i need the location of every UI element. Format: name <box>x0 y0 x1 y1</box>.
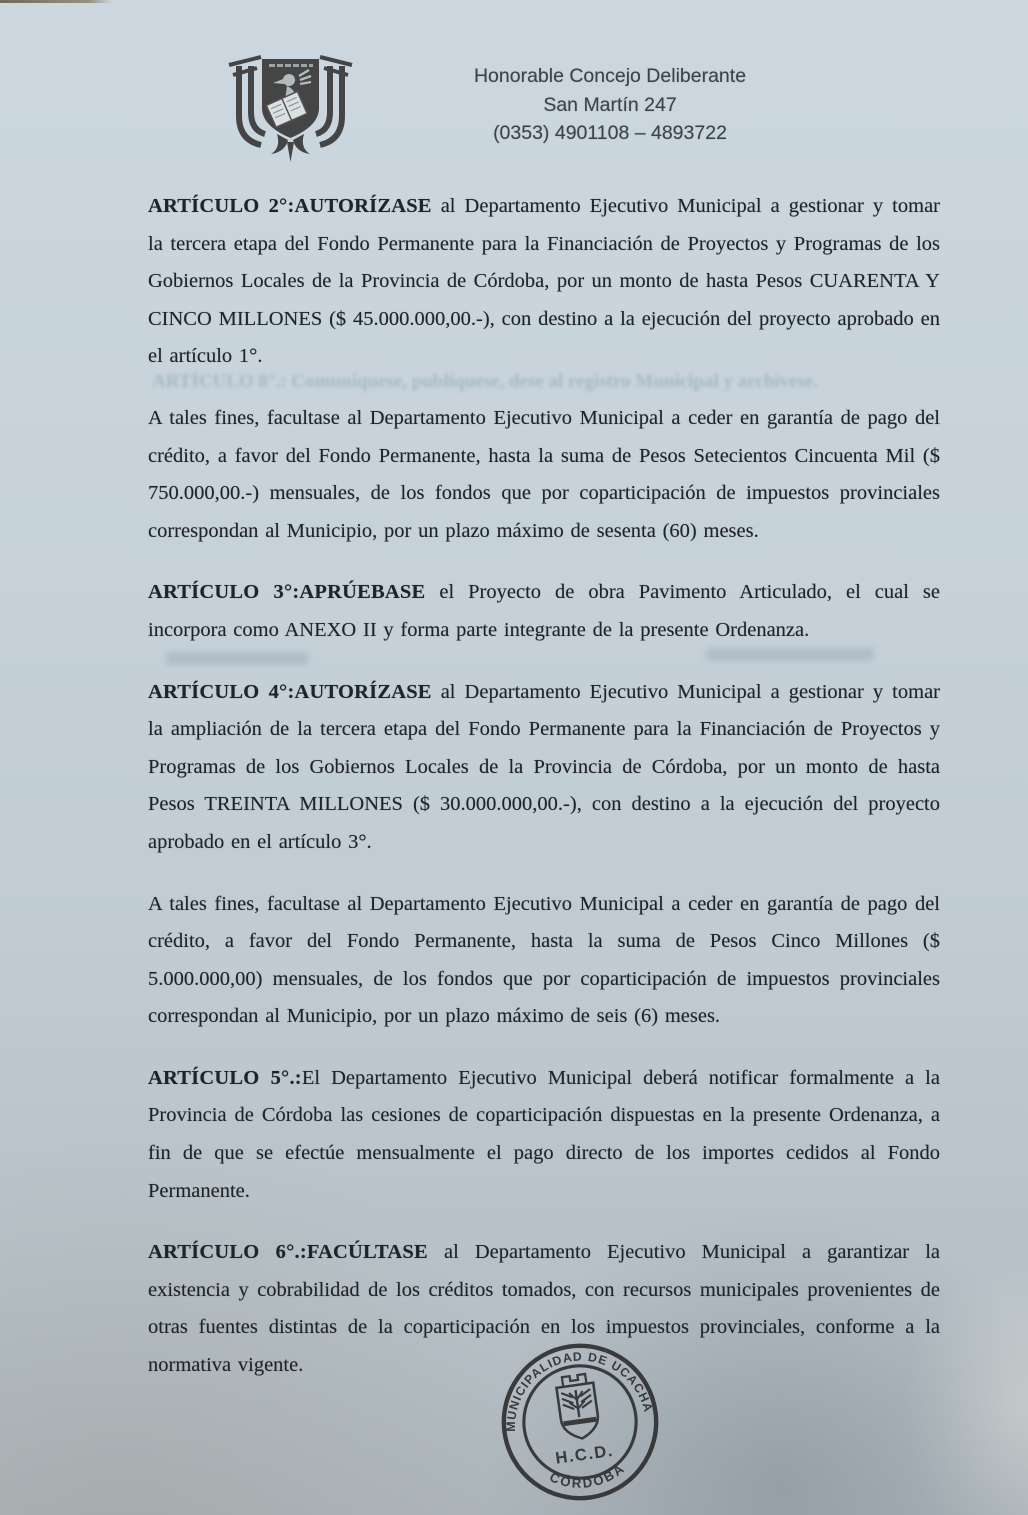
cesion-2-text: A tales fines, facultase al Departamento Ejecutivo Municipal a ceder en garantía de pago del crédito, a favor del Fondo Permanente, hasta la suma de Pesos Cinco Millones ($ 5.000.000,00) mensuales, de los fondos que por coparticipación de impuestos provinciales correspondan al Municipio, por un plazo máximo de seis (6) meses. <box>148 892 940 1028</box>
paragraph-articulo-3 <box>148 574 940 649</box>
articulo-4-text: al Departamento Ejecutivo Municipal a gestionar y tomar la ampliación de la tercera etapa del Fondo Permanente para la Financiación de Proyectos y Programas de los Gobiernos Locales de la Provincia de Córdoba, por un monto de hasta Pesos TREINTA MILLONES ($ 30.000.000,00.-), con destino a la ejecución del proyecto aprobado en el artículo 3°. <box>148 680 940 853</box>
stamp-bottom-text: CÓRDOBA <box>547 1460 629 1491</box>
org-name: Honorable Concejo Deliberante <box>473 65 747 87</box>
articulo-2-heading: ARTÍCULO 2°:AUTORÍZASE <box>148 195 432 217</box>
articulo-4-heading: ARTÍCULO 4°:AUTORÍZASE <box>148 680 432 703</box>
articulo-2-text: al Departamento Ejecutivo Municipal a gestionar y tomar la tercera etapa del Fondo Permanente para la Financiación de Proyectos y Programas de los Gobiernos Locales de la Provincia de Córdoba, por un monto de hasta Pesos CUARENTA Y CINCO MILLONES ($ 45.000.000,00.-), con destino a la ejecución del proyecto aprobado en el artículo 1°. <box>148 195 940 368</box>
org-phone: (0353) 4901108 – 4893722 <box>493 122 727 144</box>
stamp-center-text: H.C.D. <box>554 1440 615 1468</box>
paragraph-articulo-2 <box>148 188 940 376</box>
articulo-3-heading: ARTÍCULO 3°:APRÚEBASE <box>148 581 426 604</box>
hcd-round-stamp-icon <box>497 1334 663 1510</box>
paragraph-cesion-garantia-1 <box>148 400 940 550</box>
paragraph-articulo-5 <box>148 1060 940 1210</box>
articulo-6-heading: ARTÍCULO 6°.:FACÚLTASE <box>148 1241 428 1264</box>
articulo-6-text: al Departamento Ejecutivo Municipal a garantizar la existencia y cobrabilidad de los créditos tomados, con recursos municipales provenientes de otras fuentes distintas de la coparticipación en los impuestos provinciales, conforme a la normativa vigente. <box>148 1241 940 1377</box>
articulo-3-text: el Proyecto de obra Pavimento Articulado, el cual se incorpora como ANEXO II y forma parte integrante de la presente Ordenanza. <box>148 581 941 641</box>
cesion-1-text: A tales fines, facultase al Departamento Ejecutivo Municipal a ceder en garantía de pago del crédito, a favor del Fondo Permanente, hasta la suma de Pesos Setecientos Cincuenta Mil ($ 750.000,00.-) mensuales, de los fondos que por coparticipación de impuestos provinciales correspondan al Municipio, por un plazo máximo de sesenta (60) meses. <box>148 406 940 542</box>
scan-edge-artifact <box>0 0 112 3</box>
bleed-through-text: ARTÍCULO 8°.: Comuníquese, publíquese, dese al registro Municipal y archívese. <box>152 371 819 392</box>
articulo-5-text: El Departamento Ejecutivo Municipal deberá notificar formalmente a la Provincia de Córdoba las cesiones de coparticipación dispuestas en la presente Ordenanza, a fin de que se efectúe mensualmente el pago directo de los importes cedidos al Fondo Permanente. <box>148 1066 940 1202</box>
municipal-crest-icon <box>227 46 354 174</box>
hcd-stamp <box>497 1334 663 1510</box>
municipal-crest-logo <box>227 46 354 174</box>
svg-text:MUNICIPALIDAD DE UCACHA <box>497 1340 656 1434</box>
stamp-top-text: MUNICIPALIDAD DE UCACHA <box>504 1349 656 1432</box>
paragraph-cesion-garantia-2 <box>148 886 940 1036</box>
articulo-5-heading: ARTÍCULO 5°.: <box>148 1066 302 1089</box>
document-body <box>148 188 940 1409</box>
letterhead-text <box>398 62 822 148</box>
paragraph-articulo-4 <box>148 674 940 862</box>
org-address: San Martín 247 <box>543 93 677 116</box>
